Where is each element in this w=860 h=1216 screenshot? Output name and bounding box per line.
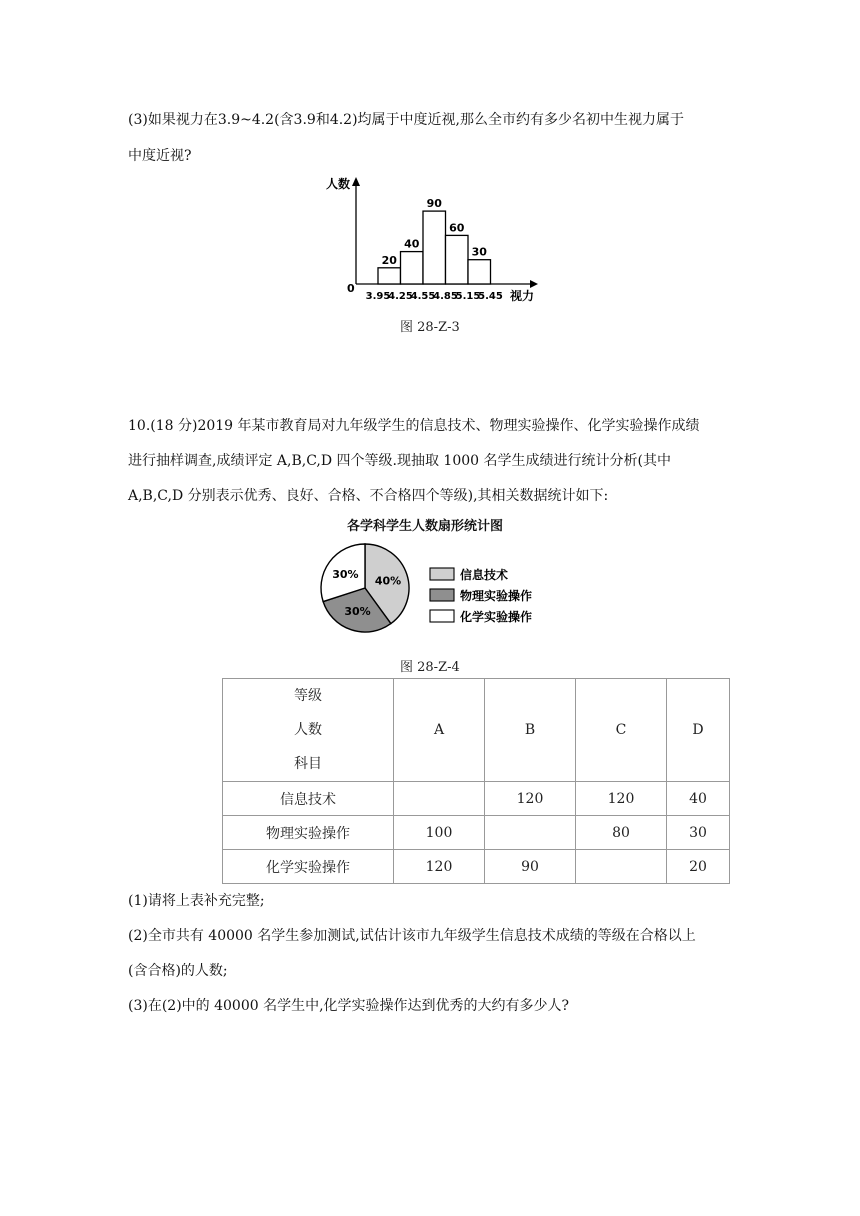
sub-question-1: (1)请将上表补充完整; xyxy=(128,893,265,909)
x-tick-label: 5.45 xyxy=(478,291,503,302)
bar-value-label: 40 xyxy=(404,237,420,251)
x-axis-arrow xyxy=(530,280,538,288)
legend-label: 信息技术 xyxy=(460,568,509,582)
sub-question-2-line1: (2)全市共有 40000 名学生参加测试,试估计该市九年级学生信息技术成绩的等级在合格以上 xyxy=(128,928,696,944)
pie-percent-label: 30% xyxy=(344,605,371,619)
pie-chart-title: 各学科学生人数扇形统计图 xyxy=(346,519,504,534)
legend-swatch xyxy=(430,610,454,622)
table-cell xyxy=(394,782,485,816)
table-row xyxy=(223,782,730,816)
subject-pie-chart xyxy=(300,512,560,642)
table-cell: 120 xyxy=(394,850,485,884)
legend-swatch xyxy=(430,589,454,601)
x-tick-label: 4.25 xyxy=(388,291,413,302)
header-label-count: 人数 xyxy=(294,722,322,738)
column-header-d: D xyxy=(667,679,730,782)
bar-value-label: 30 xyxy=(471,245,487,259)
origin-label: 0 xyxy=(347,282,355,295)
table-cell xyxy=(485,816,576,850)
sub-question-2-line2: (含合格)的人数; xyxy=(128,963,228,979)
table-cell: 30 xyxy=(667,816,730,850)
bar-value-label: 60 xyxy=(449,221,465,235)
table-header-cell xyxy=(223,679,394,782)
grade-table xyxy=(222,678,730,884)
sub-question-3: (3)在(2)中的 40000 名学生中,化学实验操作达到优秀的大约有多少人? xyxy=(128,998,570,1014)
histogram-bar xyxy=(401,252,424,284)
histogram-bar xyxy=(378,268,401,284)
table-cell: 20 xyxy=(667,850,730,884)
histogram-bar xyxy=(423,211,446,284)
pie-percent-label: 30% xyxy=(332,567,359,581)
x-tick-label: 3.95 xyxy=(365,291,391,302)
q10-text-line1: 10.(18 分)2019 年某市教育局对九年级学生的信息技术、物理实验操作、化学实验操作成绩 xyxy=(128,418,700,434)
vision-histogram xyxy=(322,172,552,308)
row-subject: 信息技术 xyxy=(223,782,394,816)
column-header-a: A xyxy=(394,679,485,782)
table-cell xyxy=(576,850,667,884)
table-cell: 90 xyxy=(485,850,576,884)
row-subject: 化学实验操作 xyxy=(223,850,394,884)
table-cell: 40 xyxy=(667,782,730,816)
x-axis-label: 视力 xyxy=(510,289,535,303)
table-cell: 80 xyxy=(576,816,667,850)
y-axis-arrow xyxy=(352,177,360,186)
legend-label: 物理实验操作 xyxy=(460,589,533,603)
column-header-b: B xyxy=(485,679,576,782)
q3-text-line2: 中度近视? xyxy=(128,148,192,164)
x-tick-label: 4.85 xyxy=(433,291,458,302)
legend-label: 化学实验操作 xyxy=(460,610,533,624)
q3-text-line1: (3)如果视力在3.9~4.2(含3.9和4.2)均属于中度近视,那么全市约有多少名初中生视力属于 xyxy=(128,112,684,128)
y-axis-label: 人数 xyxy=(326,177,351,191)
figure-28-z-4-caption: 图 28-Z-4 xyxy=(400,660,460,675)
table-row xyxy=(223,850,730,884)
column-header-c: C xyxy=(576,679,667,782)
x-tick-label: 5.15 xyxy=(455,291,481,302)
bar-value-label: 20 xyxy=(381,253,397,267)
header-label-grade: 等级 xyxy=(294,688,322,704)
q10-text-line2: 进行抽样调查,成绩评定 A,B,C,D 四个等级.现抽取 1000 名学生成绩进行统计分析(其中 xyxy=(128,453,671,469)
header-label-subject: 科目 xyxy=(294,756,322,772)
table-cell: 100 xyxy=(394,816,485,850)
table-cell: 120 xyxy=(485,782,576,816)
table-row xyxy=(223,816,730,850)
figure-28-z-3-caption: 图 28-Z-3 xyxy=(400,320,460,335)
q10-text-line3: A,B,C,D 分别表示优秀、良好、合格、不合格四个等级),其相关数据统计如下: xyxy=(128,488,609,504)
x-tick-label: 4.55 xyxy=(410,291,436,302)
pie-slices xyxy=(321,544,409,632)
histogram-bar xyxy=(468,260,491,284)
table-cell: 120 xyxy=(576,782,667,816)
histogram-bar xyxy=(446,235,469,284)
bar-value-label: 90 xyxy=(426,197,442,211)
pie-percent-label: 40% xyxy=(374,574,402,588)
pie-legend xyxy=(430,567,532,624)
row-subject: 物理实验操作 xyxy=(223,816,394,850)
legend-swatch xyxy=(430,568,454,580)
